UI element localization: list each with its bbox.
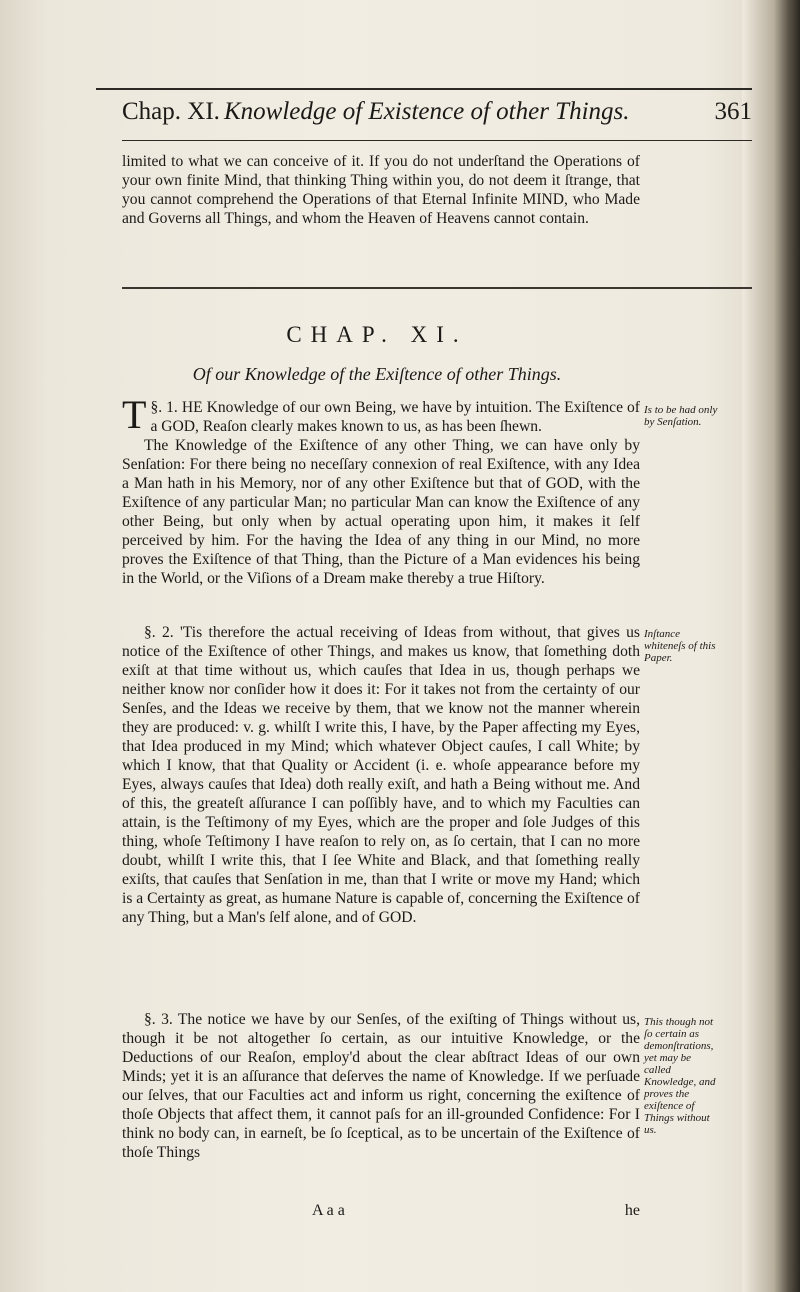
margin-note-2: Inſtance whiteneſs of this Paper. [644, 628, 716, 664]
section-1-para [122, 392, 640, 437]
chapter-subtitle: Of our Knowledge of the Exiſtence of other Things. [192, 364, 562, 384]
section-2 [122, 623, 640, 927]
page-number: 361 [714, 98, 752, 125]
header-underline [122, 140, 752, 141]
running-header [122, 92, 752, 138]
header-rule [96, 88, 752, 90]
section-3-text: §. 3. The notice we have by our Senſes, of the exiſting of Things without us, though it be not altogether ſo certain, as our intuitive Knowledge, or the Deductions of our Reaſon, employ'd about the clear abſtract Ideas of our own Minds; yet it is an aſſurance that deſerves the name of Knowledge. If we perſuade our ſelves, that our Faculties act and inform us right, concerning the exiſtence of thoſe Objects that affect them, it cannot paſs for an ill-grounded Confidence: For I think no body can, in earneſt, be ſo ſceptical, as to be uncertain of the Exiſtence of thoſe Things [122, 1011, 640, 1161]
section-2-text: §. 2. 'Tis therefore the actual receiving of Ideas from without, that gives us notice of the Exiſtence of other Things, and makes us know, that ſomething doth exiſt at that time without us, which cauſes that Idea in us, though perhaps we neither know nor conſider how it does it: For it takes not from the certainty of our Senſes, and the Ideas we receive by them, that we know not the manner wherein they are produced: v. g. whilſt I write this, I have, by the Paper affecting my Eyes, that Idea produced in my Mind; which whatever Object cauſes, I call White; by which I know, that that Quality or Accident (i. e. whoſe appearance before my Eyes, always cauſes that Idea) doth really exiſt, and hath a Being without me. And of this, the greateſt aſſurance I can poſſibly have, and to which my Faculties can attain, is the Teſtimony of my Eyes, which are the proper and ſole Judges of this thing, whoſe Teſtimony I have reaſon to rely on, as ſo certain, that I can no more doubt, whilſt I write this, that I ſee White and Black, and that ſomething really exiſts, that cauſes that Senſation in me, than that I write or move my Hand; which is a Certainty as great, as humane Nature is capable of, concerning the Exiſtence of any Thing, but a Man's ſelf alone, and of GOD. [122, 624, 640, 926]
margin-note-1: Is to be had only by Senſation. [644, 404, 718, 428]
section-1 [122, 392, 640, 588]
top-paragraph-text: limited to what we can conceive of it. If you do not underſtand the Operations of your own finite Mind, that thinking Thing within you, do not deem it ſtrange, that you cannot comprehend the Operations of that Eternal Infinite MIND, who Made and Governs all Things, and whom the Heaven of Heavens cannot contain. [122, 153, 640, 227]
margin-note-3: This though not ſo certain as demonſtrations, yet may be called Knowledge, and proves the exiſtence of Things without us. [644, 1016, 716, 1136]
drop-cap: T [122, 392, 147, 437]
top-paragraph [122, 152, 640, 228]
header-chapter: Chap. XI. [122, 98, 220, 125]
signature-mark: A a a [312, 1202, 345, 1219]
chapter-divider [122, 287, 752, 289]
section-1-label: §. 1. [150, 399, 178, 416]
section-3 [122, 1010, 640, 1162]
catchword: he [624, 1202, 640, 1219]
section-1-text: HE Knowledge of our own Being, we have by intuition. The Exiſtence of a GOD, Reaſon clearly makes known to us, as has been ſhewn. [150, 399, 640, 435]
chapter-heading: CHAP. XI. [286, 322, 468, 347]
header-title: Knowledge of Existence of other Things. [224, 98, 630, 125]
page-edge-shadow [742, 0, 800, 1292]
section-1-text-2: The Knowledge of the Exiſtence of any other Thing, we can have only by Senſation: For there being no neceſſary connexion of real Exiſtence, with any Idea a Man hath in his Memory, nor of any other Exiſtence but that of GOD, with the Exiſtence of any particular Man; no particular Man can know the Exiſtence of any other Being, but only when by actual operating upon him, it makes it ſelf perceived by him. For the having the Idea of any thing in our Mind, no more proves the Exiſtence of that Thing, than the Picture of a Man evidences his being in the World, or the Viſions of a Dream make thereby a true Hiſtory. [122, 437, 640, 587]
